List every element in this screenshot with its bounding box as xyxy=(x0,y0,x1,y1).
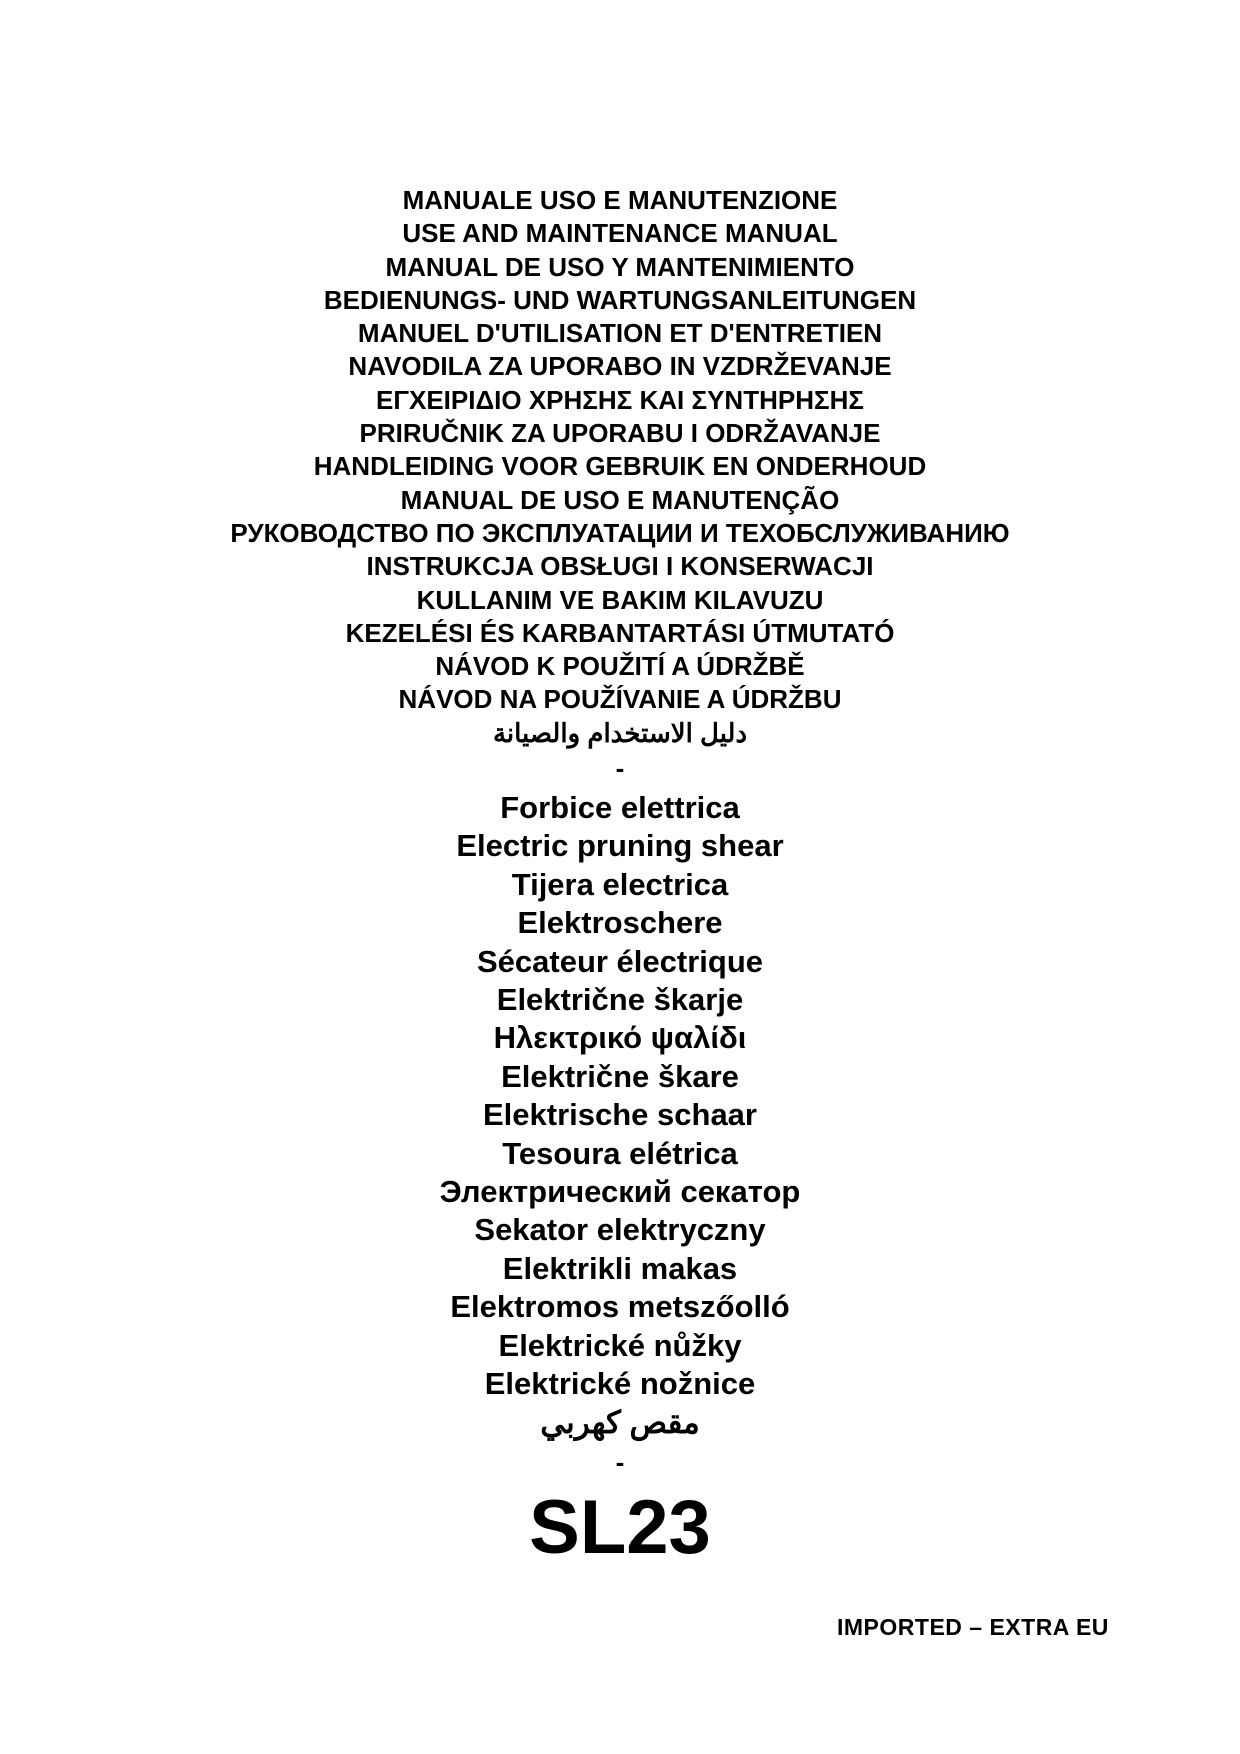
imported-note: IMPORTED – EXTRA EU xyxy=(837,1614,1109,1640)
manual-title-es: MANUAL DE USO Y MANTENIMIENTO xyxy=(385,251,855,282)
manual-title-ru: РУКОВОДСТВО ПО ЭКСПЛУАТАЦИИ И ТЕХОБСЛУЖИВАНИЮ xyxy=(230,517,1010,548)
product-name-pt: Tesoura elétrica xyxy=(502,1135,738,1171)
manual-title-tr: KULLANIM VE BAKIM KILAVUZU xyxy=(416,584,824,615)
separator-dash: - xyxy=(615,1447,625,1477)
manual-title-en: USE AND MAINTENANCE MANUAL xyxy=(402,218,838,249)
manual-title-cs: NÁVOD K POUŽITÍ A ÚDRŽBĚ xyxy=(435,651,805,682)
product-name-hr: Električne škare xyxy=(501,1058,739,1094)
model-number: SL23 xyxy=(529,1485,711,1570)
manual-title-it: MANUALE USO E MANUTENZIONE xyxy=(402,185,838,215)
separator-dash: - xyxy=(615,753,625,783)
manual-title-fr: MANUEL D'UTILISATION ET D'ENTRETIEN xyxy=(357,318,883,349)
product-name-es: Tijera electrica xyxy=(511,866,729,902)
manual-title-sl: NAVODILA ZA UPORABO IN VZDRŽEVANJE xyxy=(348,351,892,382)
product-name-sl: Električne škarje xyxy=(496,982,744,1018)
manual-title-nl: HANDLEIDING VOOR GEBRUIK EN ONDERHOUD xyxy=(313,451,927,482)
product-name-en: Electric pruning shear xyxy=(456,828,784,864)
product-name-pl: Sekator elektryczny xyxy=(474,1212,766,1248)
manual-title-pt: MANUAL DE USO E MANUTENÇÃO xyxy=(400,484,840,515)
manual-title-hr: PRIRUČNIK ZA UPORABU I ODRŽAVANJE xyxy=(359,418,881,449)
product-names-list xyxy=(0,789,1240,1442)
product-name-el: Ηλεκτρικό ψαλίδι xyxy=(493,1020,747,1056)
manual-title-de: BEDIENUNGS- UND WARTUNGSANLEITUNGEN xyxy=(323,284,917,315)
product-name-it: Forbice elettrica xyxy=(500,790,740,825)
product-name-cs: Elektrické nůžky xyxy=(498,1327,742,1363)
product-name-ru: Электрический секатор xyxy=(439,1174,801,1210)
manual-title-el: ΕΓΧΕΙΡΙΔΙΟ ΧΡΗΣΗΣ ΚΑΙ ΣΥΝΤΗΡΗΣΗΣ xyxy=(376,384,864,415)
product-name-nl: Elektrische schaar xyxy=(482,1097,757,1133)
manual-title-hu: KEZELÉSI ÉS KARBANTARTÁSI ÚTMUTATÓ xyxy=(345,617,895,648)
manual-title-sk: NÁVOD NA POUŽÍVANIE A ÚDRŽBU xyxy=(398,684,842,715)
product-name-fr: Sécateur électrique xyxy=(476,943,764,979)
manual-titles-list xyxy=(0,184,1240,750)
product-name-ar: مقص كهربي xyxy=(540,1404,700,1440)
product-name-sk: Elektrické nožnice xyxy=(484,1366,756,1402)
product-name-tr: Elektrikli makas xyxy=(502,1250,738,1286)
product-name-de: Elektroschere xyxy=(517,905,723,941)
manual-title-pl: INSTRUKCJA OBSŁUGI I KONSERWACJI xyxy=(366,551,874,582)
manual-title-ar: دليل الاستخدام والصيانة xyxy=(492,717,748,748)
product-name-hu: Elektromos metszőolló xyxy=(450,1289,790,1325)
